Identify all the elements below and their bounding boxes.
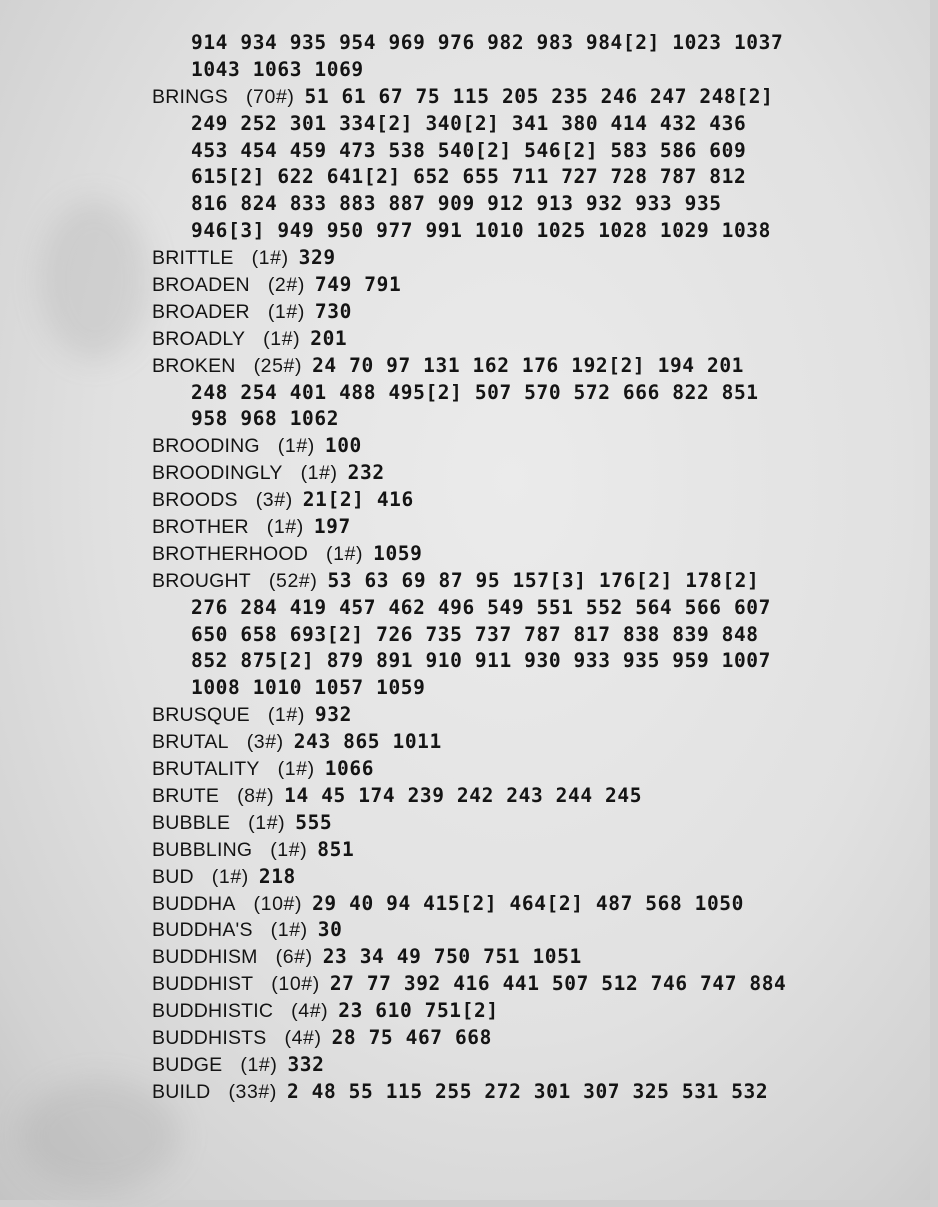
entry-word: BUDDHISTIC: [152, 1000, 274, 1023]
entry-pages: 53 63 69 87 95 157[3] 176[2] 178[2]: [327, 568, 760, 592]
entry-word: BROADEN: [152, 274, 250, 297]
entry-count: (1#): [240, 1053, 278, 1076]
entry-count: (1#): [267, 300, 305, 323]
entry-pages: 232: [347, 461, 385, 485]
index-entry: [152, 756, 912, 783]
entry-count: (25#): [253, 354, 303, 377]
entry-count: (70#): [245, 85, 295, 108]
index-continuation-line: [152, 622, 912, 649]
entry-word: BRINGS: [152, 85, 228, 108]
index-continuation-line: [152, 595, 912, 622]
entry-word: BUBBLING: [152, 838, 253, 861]
index-continuation-line: [152, 57, 912, 84]
index-entry: [152, 272, 912, 299]
index-entry: [152, 460, 912, 487]
entry-word: BROTHERHOOD: [152, 542, 309, 565]
index-entry: [152, 541, 912, 568]
entry-count: (1#): [277, 758, 315, 781]
entry-count: (2#): [267, 274, 305, 297]
entry-pages: 243 865 1011: [293, 730, 442, 754]
entry-pages: 197: [313, 515, 351, 539]
entry-word: BRUTE: [152, 784, 220, 807]
entry-pages: 749 791: [314, 273, 402, 297]
entry-count: (3#): [246, 731, 284, 754]
index-entry: [152, 245, 912, 272]
entry-count: (4#): [284, 1026, 322, 1049]
entry-pages: 23 610 751[2]: [338, 999, 499, 1023]
entry-pages: 816 824 833 883 887 909 912 913 932 933 935: [191, 192, 722, 216]
entry-word: BROKEN: [152, 354, 236, 377]
concordance-index: [152, 30, 912, 1106]
index-entry: [152, 433, 912, 460]
entry-word: BUDDHA'S: [152, 919, 253, 942]
entry-pages: 1066: [324, 757, 375, 781]
entry-count: (1#): [211, 865, 249, 888]
index-continuation-line: [152, 675, 912, 702]
entry-count: (1#): [263, 327, 301, 350]
index-continuation-line: [152, 380, 912, 407]
entry-pages: 218: [258, 864, 296, 888]
index-entry: [152, 810, 912, 837]
entry-word: BROODINGLY: [152, 462, 283, 485]
entry-word: BROADLY: [152, 327, 246, 350]
entry-pages: 21[2] 416: [302, 488, 414, 512]
index-entry: [152, 1025, 912, 1052]
entry-count: (1#): [270, 919, 308, 942]
index-entry: [152, 1052, 912, 1079]
entry-word: BROODS: [152, 489, 238, 512]
entry-count: (6#): [275, 946, 313, 969]
index-entry: [152, 487, 912, 514]
entry-count: (1#): [277, 435, 315, 458]
entry-pages: 30: [317, 918, 343, 942]
entry-word: BRITTLE: [152, 247, 234, 270]
index-entry: [152, 783, 912, 810]
index-entry: [152, 702, 912, 729]
entry-word: BUD: [152, 865, 194, 888]
entry-pages: 249 252 301 334[2] 340[2] 341 380 414 432 436: [191, 111, 747, 135]
entry-pages: 248 254 401 488 495[2] 507 570 572 666 822 851: [191, 380, 759, 404]
entry-pages: 615[2] 622 641[2] 652 655 711 727 728 787 812: [191, 165, 747, 189]
entry-word: BROTHER: [152, 516, 249, 539]
index-continuation-line: [152, 164, 912, 191]
entry-pages: 730: [314, 299, 352, 323]
entry-pages: 453 454 459 473 538 540[2] 546[2] 583 586 609: [191, 138, 747, 162]
entry-pages: 100: [324, 434, 362, 458]
entry-count: (4#): [291, 1000, 329, 1023]
entry-word: BRUTAL: [152, 731, 229, 754]
entry-pages: 2 48 55 115 255 272 301 307 325 531 532: [286, 1079, 769, 1103]
index-entry: [152, 514, 912, 541]
entry-word: BUILD: [152, 1080, 211, 1103]
entry-count: (10#): [271, 973, 320, 996]
entry-word: BRUSQUE: [152, 704, 250, 727]
entry-pages: 51 61 67 75 115 205 235 246 247 248[2]: [304, 84, 774, 108]
entry-pages: 932: [314, 703, 352, 727]
entry-pages: 852 875[2] 879 891 910 911 930 933 935 959 1007: [191, 649, 771, 673]
entry-count: (1#): [270, 838, 308, 861]
entry-count: (8#): [237, 784, 275, 807]
entry-pages: 276 284 419 457 462 496 549 551 552 564 566 607: [191, 595, 771, 619]
index-entry: [152, 568, 912, 595]
index-entry: [152, 353, 912, 380]
entry-pages: 23 34 49 750 751 1051: [322, 945, 582, 969]
entry-count: (1#): [267, 704, 305, 727]
index-entry: [152, 944, 912, 971]
entry-pages: 201: [310, 326, 348, 350]
entry-count: (1#): [300, 462, 338, 485]
entry-word: BRUTALITY: [152, 758, 260, 781]
entry-word: BROADER: [152, 300, 250, 323]
entry-pages: 555: [295, 810, 333, 834]
entry-pages: 650 658 693[2] 726 735 737 787 817 838 839 848: [191, 622, 759, 646]
index-continuation-line: [152, 138, 912, 165]
index-continuation-line: [152, 191, 912, 218]
index-entry: [152, 891, 912, 918]
entry-count: (52#): [268, 569, 318, 592]
entry-word: BROODING: [152, 435, 260, 458]
entry-pages: 851: [317, 837, 355, 861]
entry-pages: 29 40 94 415[2] 464[2] 487 568 1050: [312, 891, 744, 915]
index-entry: [152, 1079, 912, 1106]
entry-pages: 1008 1010 1057 1059: [191, 676, 426, 700]
index-entry: [152, 917, 912, 944]
index-entry: [152, 998, 912, 1025]
index-entry: [152, 864, 912, 891]
entry-word: BUDDHIST: [152, 973, 254, 996]
entry-pages: 946[3] 949 950 977 991 1010 1025 1028 1029 1038: [191, 219, 771, 243]
entry-word: BUDGE: [152, 1053, 223, 1076]
index-continuation-line: [152, 648, 912, 675]
entry-pages: 1059: [373, 541, 423, 565]
entry-pages: 24 70 97 131 162 176 192[2] 194 201: [312, 353, 744, 377]
entry-pages: 332: [287, 1052, 325, 1076]
entry-count: (1#): [326, 542, 364, 565]
index-continuation-line: [152, 406, 912, 433]
entry-pages: 28 75 467 668: [331, 1025, 492, 1049]
entry-pages: 958 968 1062: [191, 407, 340, 431]
index-entry: [152, 326, 912, 353]
entry-word: BUDDHA: [152, 892, 236, 915]
index-entry: [152, 971, 912, 998]
scan-shadow-left: [40, 200, 150, 360]
entry-pages: 329: [298, 246, 336, 270]
index-continuation-line: [152, 218, 912, 245]
entry-pages: 914 934 935 954 969 976 982 983 984[2] 1023 1037: [191, 31, 784, 54]
index-continuation-line: [152, 30, 912, 57]
index-entry: [152, 84, 912, 111]
entry-word: BROUGHT: [152, 569, 251, 592]
entry-count: (1#): [266, 516, 304, 539]
index-continuation-line: [152, 111, 912, 138]
entry-count: (10#): [253, 892, 303, 915]
entry-word: BUBBLE: [152, 811, 231, 834]
entry-count: (33#): [228, 1080, 277, 1103]
index-entry: [152, 299, 912, 326]
entry-count: (3#): [255, 489, 293, 512]
index-entry: [152, 729, 912, 756]
entry-word: BUDDHISM: [152, 946, 258, 969]
entry-count: (1#): [251, 247, 289, 270]
entry-pages: 27 77 392 416 441 507 512 746 747 884: [329, 972, 787, 996]
entry-word: BUDDHISTS: [152, 1026, 267, 1049]
entry-count: (1#): [248, 811, 286, 834]
entry-pages: 14 45 174 239 242 243 244 245: [284, 783, 643, 807]
index-entry: [152, 837, 912, 864]
entry-pages: 1043 1063 1069: [191, 57, 364, 81]
